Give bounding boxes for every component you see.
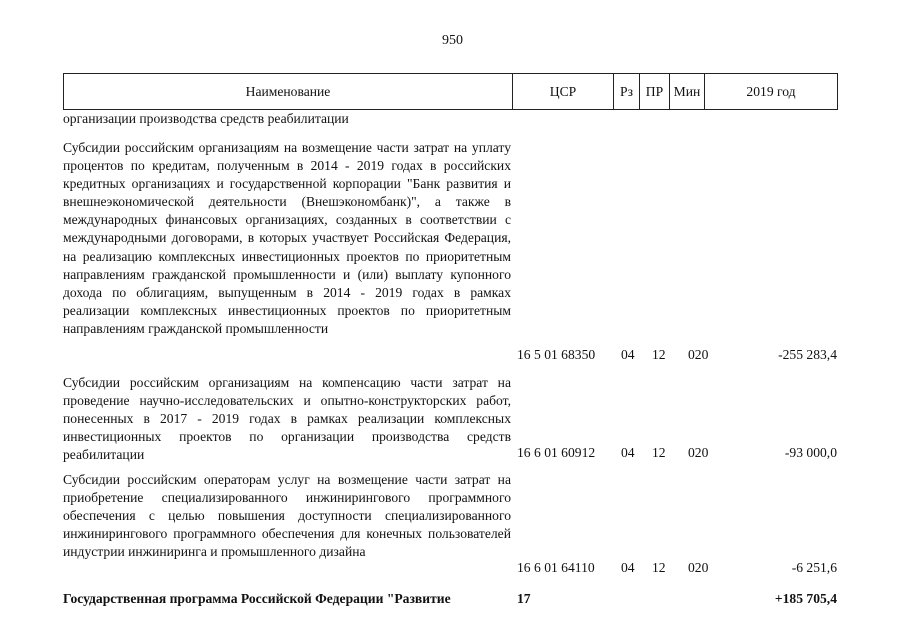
row-name: организации производства средств реабилитации xyxy=(63,111,349,126)
row-sum: -255 283,4 xyxy=(778,347,837,362)
row-rz: 04 xyxy=(621,347,635,362)
header-csr: ЦСР xyxy=(513,74,614,110)
row-csr: 16 6 01 64110 xyxy=(517,560,595,575)
row-sum: +185 705,4 xyxy=(774,591,837,606)
row-min: 020 xyxy=(688,445,709,460)
header-pr: ПР xyxy=(640,74,670,110)
row-rz: 04 xyxy=(621,560,635,575)
row-min: 020 xyxy=(688,560,709,575)
header-min: Мин xyxy=(670,74,705,110)
header-name: Наименование xyxy=(64,74,513,110)
row-name: Субсидии российским организациям на возмещение части затрат на уплату процентов по кредитам, полученным в 2014 - 2019 годах в российских кредитных организациях и государственной корпорации "Банк развития и внешнеэкономической деятельности (Внешэкономбанк)", а также в международных финансовых организациях, созданных в соответствии с международными договорами, в которых участвует Российская Федерация, на реализацию комплексных инвестиционных проектов по приоритетным направлениям гражданской промышленности и (или) выплату купонного дохода по облигациям, выпущенным в 2014 - 2019 годах в рамках реализации комплексных инвестиционных проектов по приоритетным направлениям гражданской промышленности xyxy=(63,140,511,336)
row-sum: -93 000,0 xyxy=(784,445,837,460)
row-pr: 12 xyxy=(652,445,666,460)
row-csr: 16 5 01 68350 xyxy=(517,347,596,362)
row-sum: -6 251,6 xyxy=(791,560,837,575)
row-rz: 04 xyxy=(621,445,635,460)
header-year: 2019 год xyxy=(705,74,838,110)
row-pr: 12 xyxy=(652,560,666,575)
row-csr: 16 6 01 60912 xyxy=(517,445,596,460)
header-rz: Рз xyxy=(614,74,640,110)
row-pr: 12 xyxy=(652,347,666,362)
page-number: 950 xyxy=(442,33,463,48)
table-header xyxy=(63,73,838,110)
row-csr: 17 xyxy=(517,591,531,606)
row-min: 020 xyxy=(688,347,709,362)
row-name: Государственная программа Российской Федерации "Развитие xyxy=(63,591,451,606)
row-name: Субсидии российским операторам услуг на возмещение части затрат на приобретение специализированного инжинирингового программного обеспечения с целью повышения доступности специализированного инжинирингового программного обеспечения для конечных пользователей индустрии инжиниринга и промышленного дизайна xyxy=(63,472,511,560)
row-name: Субсидии российским организациям на компенсацию части затрат на проведение научно-исследовательских и опытно-конструкторских работ, понесенных в 2017 - 2019 годах в рамках реализации комплексных инвестиционных проектов по организации производства средств реабилитации xyxy=(63,375,511,463)
